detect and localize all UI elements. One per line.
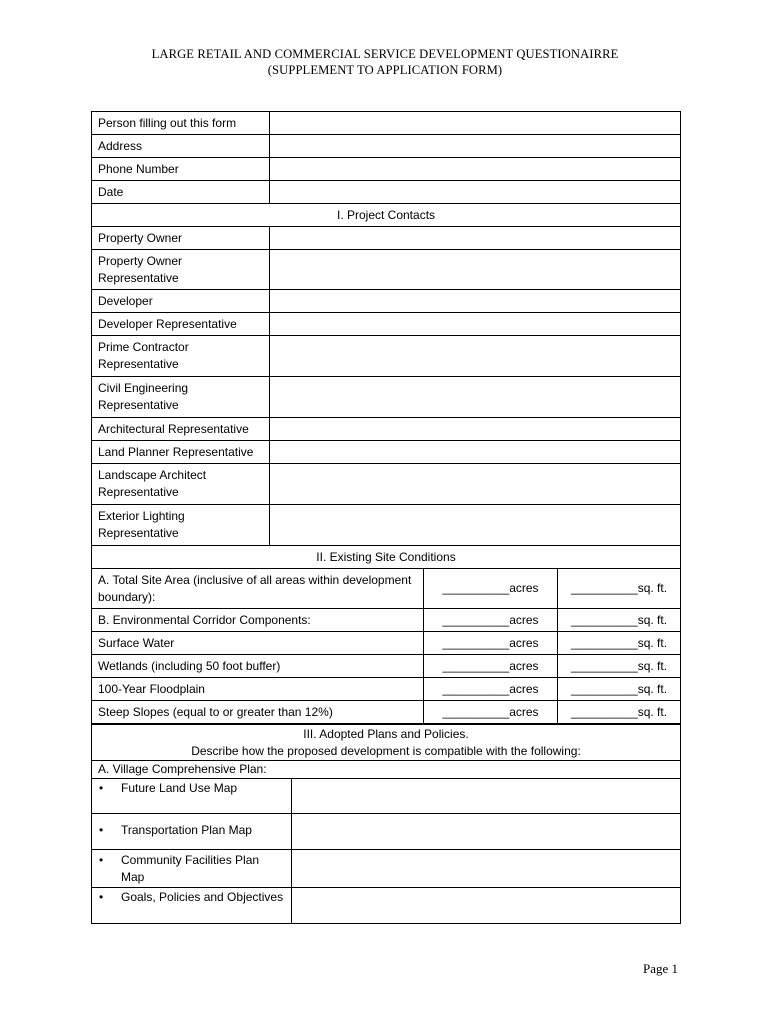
- bullet-icon: •: [99, 853, 104, 867]
- site-label: Steep Slopes (equal to or greater than 12%): [92, 701, 424, 724]
- bullet-icon: •: [99, 823, 104, 837]
- site-label: Surface Water: [92, 632, 424, 655]
- comprehensive-plan-subheader: A. Village Comprehensive Plan:: [92, 761, 681, 779]
- land-planner-field[interactable]: [270, 441, 681, 464]
- applicant-row: [92, 135, 681, 158]
- prime-contractor-field[interactable]: [270, 336, 681, 377]
- goals-policies-field[interactable]: [292, 888, 681, 924]
- contact-row: [92, 505, 681, 546]
- plan-row: [92, 850, 681, 888]
- plan-row: [92, 814, 681, 850]
- sqft-field[interactable]: __________sq. ft.: [558, 569, 681, 609]
- section-header-contacts: I. Project Contacts: [92, 204, 681, 227]
- sqft-field[interactable]: __________sq. ft.: [558, 701, 681, 724]
- civil-engineering-field[interactable]: [270, 377, 681, 418]
- plan-label: Goals, Policies and Objectives: [121, 890, 284, 904]
- section-header-line-2: Describe how the proposed development is compatible with the following:: [191, 743, 581, 758]
- developer-rep-field[interactable]: [270, 313, 681, 336]
- property-owner-rep-field[interactable]: [270, 250, 681, 290]
- transportation-plan-field[interactable]: [292, 814, 681, 850]
- field-label: Civil Engineering Representative: [92, 377, 270, 418]
- acres-field[interactable]: __________acres: [424, 569, 558, 609]
- contact-row: [92, 441, 681, 464]
- sqft-field[interactable]: __________sq. ft.: [558, 632, 681, 655]
- applicant-row: [92, 112, 681, 135]
- future-land-use-field[interactable]: [292, 779, 681, 814]
- field-label: Address: [92, 135, 270, 158]
- field-label: Property Owner: [92, 227, 270, 250]
- site-label: B. Environmental Corridor Components:: [92, 609, 424, 632]
- acres-field[interactable]: __________acres: [424, 632, 558, 655]
- title-line-1: LARGE RETAIL AND COMMERCIAL SERVICE DEVELOPMENT QUESTIONAIRRE: [151, 47, 619, 61]
- site-label: Wetlands (including 50 foot buffer): [92, 655, 424, 678]
- property-owner-field[interactable]: [270, 227, 681, 250]
- site-label: 100-Year Floodplain: [92, 678, 424, 701]
- plan-label: Future Land Use Map: [121, 781, 238, 795]
- section-header-adopted-plans: [92, 725, 681, 761]
- developer-field[interactable]: [270, 290, 681, 313]
- questionnaire-table: [91, 111, 681, 724]
- acres-field[interactable]: __________acres: [424, 701, 558, 724]
- applicant-row: [92, 158, 681, 181]
- field-label: Phone Number: [92, 158, 270, 181]
- community-facilities-field[interactable]: [292, 850, 681, 888]
- field-label: Land Planner Representative: [92, 441, 270, 464]
- site-row: [92, 609, 681, 632]
- acres-field[interactable]: __________acres: [424, 678, 558, 701]
- contact-row: [92, 418, 681, 441]
- sqft-field[interactable]: __________sq. ft.: [558, 678, 681, 701]
- contact-row: [92, 313, 681, 336]
- architectural-field[interactable]: [270, 418, 681, 441]
- sqft-field[interactable]: __________sq. ft.: [558, 655, 681, 678]
- plan-label-cell: [92, 888, 292, 924]
- site-row: [92, 678, 681, 701]
- field-label: Property Owner Representative: [92, 250, 270, 290]
- exterior-lighting-field[interactable]: [270, 505, 681, 546]
- section-header-site-conditions: II. Existing Site Conditions: [92, 546, 681, 569]
- field-label: Architectural Representative: [92, 418, 270, 441]
- plan-label-cell: [92, 850, 292, 888]
- site-row: [92, 632, 681, 655]
- bullet-icon: •: [99, 781, 104, 795]
- contact-row: [92, 336, 681, 377]
- phone-field[interactable]: [270, 158, 681, 181]
- site-row: [92, 655, 681, 678]
- field-label: Date: [92, 181, 270, 204]
- plan-row: [92, 779, 681, 814]
- field-label: Developer Representative: [92, 313, 270, 336]
- section-header-line-1: III. Adopted Plans and Policies.: [303, 726, 469, 741]
- site-label: A. Total Site Area (inclusive of all areas within development boundary):: [92, 569, 424, 609]
- page-number: Page 1: [643, 961, 679, 976]
- adopted-plans-table: [91, 724, 681, 924]
- plan-label-cell: [92, 779, 292, 814]
- field-label: Prime Contractor Representative: [92, 336, 270, 377]
- contact-row: [92, 290, 681, 313]
- plan-label: Community Facilities Plan Map: [121, 853, 260, 884]
- date-field[interactable]: [270, 181, 681, 204]
- plan-row: [92, 888, 681, 924]
- sqft-field[interactable]: __________sq. ft.: [558, 609, 681, 632]
- acres-field[interactable]: __________acres: [424, 609, 558, 632]
- landscape-architect-field[interactable]: [270, 464, 681, 505]
- field-label: Exterior Lighting Representative: [92, 505, 270, 546]
- field-label: Landscape Architect Representative: [92, 464, 270, 505]
- title-line-2: (SUPPLEMENT TO APPLICATION FORM): [267, 63, 503, 77]
- contact-row: [92, 227, 681, 250]
- contact-row: [92, 377, 681, 418]
- applicant-row: [92, 181, 681, 204]
- page-title: [0, 46, 770, 78]
- plan-label-cell: [92, 814, 292, 850]
- contact-row: [92, 464, 681, 505]
- acres-field[interactable]: __________acres: [424, 655, 558, 678]
- person-field[interactable]: [270, 112, 681, 135]
- field-label: Person filling out this form: [92, 112, 270, 135]
- bullet-icon: •: [99, 890, 104, 904]
- address-field[interactable]: [270, 135, 681, 158]
- field-label: Developer: [92, 290, 270, 313]
- contact-row: [92, 250, 681, 290]
- plan-label: Transportation Plan Map: [121, 823, 252, 837]
- site-row: [92, 701, 681, 724]
- site-row: [92, 569, 681, 609]
